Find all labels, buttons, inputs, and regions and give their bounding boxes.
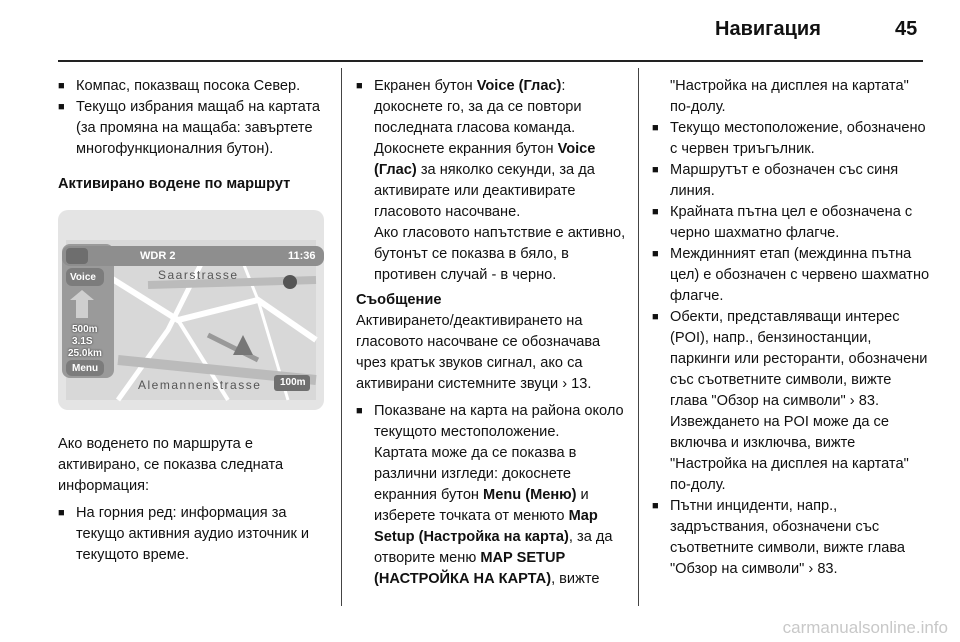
list-item: ■ Компас, показващ посока Север. [58,76,333,97]
menu-button[interactable]: Menu [72,363,99,374]
page-reference[interactable]: › 83. [849,393,879,409]
list-item: ■ Екранен бутон Voice (Глас): докоснете го, за да се повтори последната гласова команда. [356,76,630,139]
page-reference[interactable]: › 13. [562,376,592,392]
header-rule [58,60,923,62]
map-scale-label: 100m [280,377,306,388]
distance-label: 500m [72,324,98,335]
section-heading: Активирано водене по маршрут [58,176,291,192]
column-1-lower [58,434,333,566]
list-item: ■ Междинният етап (междинна пътна цел) е обозначен с червено шахматно флагче. [652,244,930,307]
column-3 [652,76,930,580]
remaining-distance-label: 25.0km [68,348,102,359]
page-number: 45 [895,18,918,40]
column-2 [356,76,630,590]
page-reference[interactable]: › 83. [808,561,838,577]
paragraph: Извеждането на POI може да се включва и изключва, вижте "Настройка на дисплея на картата" по-долу. [670,414,909,493]
column-1 [58,76,333,195]
note-text: Активирането/деактивирането на гласовото насочване се обозначава чрез кратък звуков сигнал, ако са активирани системните звуци › 13. [356,313,601,392]
page-title: Навигация [715,18,821,40]
list-item: ■ Показване на карта на района около текущото местоположение. [356,401,630,443]
navigation-screen-image [58,210,324,410]
paragraph: Картата може да се показва в различни изгледи: докоснете екранния бутон Menu (Меню) и изберете точката от менюто Map Setup (Настройка на карта), за да отворите меню MAP SETUP (НАСТРОЙКА НА КАРТА), вижте [374,445,613,587]
list-item: ■ Маршрутът е обозначен със синя линия. [652,160,930,202]
column-divider [638,68,639,606]
paragraph: "Настройка на дисплея на картата" по-долу. [670,78,909,115]
voice-button[interactable]: Voice [70,272,96,283]
list-item: ■ Текущо местоположение, обозначено с червен триъгълник. [652,118,930,160]
paragraph: Ако гласовото напътствие е активно, бутонът се показва в бяло, в противен случай - в черно. [374,225,626,283]
paragraph: Докоснете екранния бутон Voice (Глас) за няколко секунди, за да активирате или деактивирате гласовото насочване. [374,141,596,220]
list-item: ■ Обекти, представляващи интерес (POI), напр., бензиностанции, паркинги или ресторанти, обозначени със съответните символи, вижте глава "Обзор на символи" › 83. [652,307,930,412]
street-name-top: Saarstrasse [158,268,239,282]
paragraph: Ако воденето по маршрута е активирано, се показва следната информация: [58,436,284,494]
watermark: carmanualsonline.info [782,618,948,637]
duration-label: 3.1S [72,336,93,347]
list-item: ■ Текущо избрания мащаб на картата (за промяна на мащаба: завъртете многофункционалния бутон). [58,97,333,160]
list-item: ■ На горния ред: информация за текущо активния аудио източник и текущото време. [58,503,333,566]
clock-label: 11:36 [288,250,316,262]
list-item: ■ Пътни инциденти, напр., задръствания, обозначени със съответните символи, вижте глава "Обзор на символи" › 83. [652,496,930,580]
note-title: Съобщение [356,292,442,308]
street-name-bottom: Alemannenstrasse [138,378,262,392]
column-divider [341,68,342,606]
audio-source-label: WDR 2 [140,250,176,262]
list-item: ■ Крайната пътна цел е обозначена с черно шахматно флагче. [652,202,930,244]
